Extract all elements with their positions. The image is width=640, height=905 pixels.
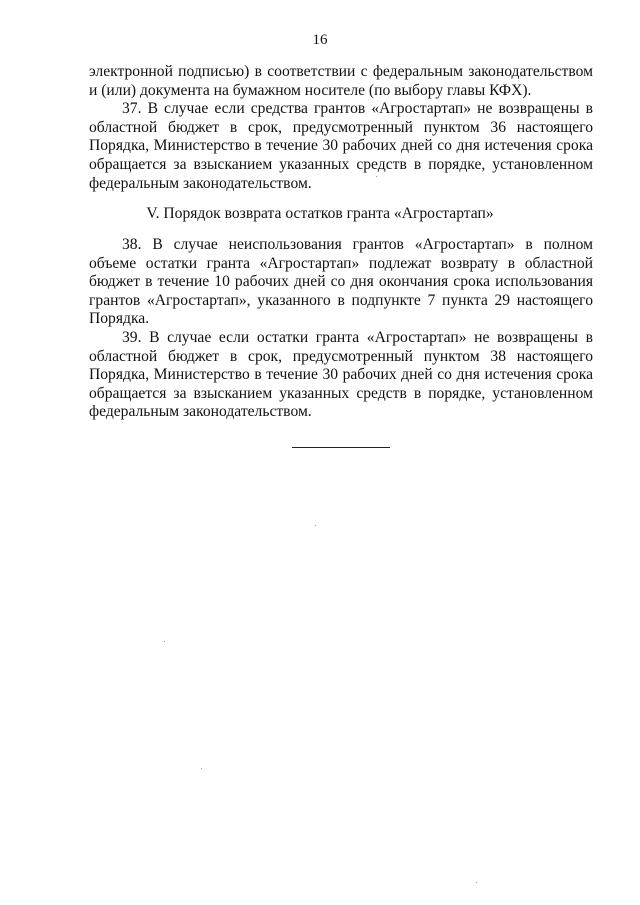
scan-speck	[376, 176, 377, 177]
continuation-paragraph: электронной подписью) в соответствии с федеральным законодательством и (или) документа на бумажном носителе (по выбору главы КФХ).	[89, 63, 593, 99]
text-block-section-v	[89, 236, 593, 422]
scan-speck	[164, 641, 165, 642]
scan-speck	[476, 882, 477, 883]
paragraph-38: 38. В случае неиспользования грантов «Агростартап» в полном объеме остатки гранта «Агростартап» подлежат возврату в областной бюджет в течение 10 рабочих дней со дня окончания срока использования грантов «Агростартап», указанного в подпункте 7 пункта 29 настоящего Порядка.	[89, 236, 593, 328]
text-block-top	[89, 63, 593, 193]
scan-speck	[315, 525, 316, 526]
scan-speck	[201, 768, 202, 769]
paragraph-37: 37. В случае если средства грантов «Агростартап» не возвращены в областной бюджет в срок, предусмотренный пунктом 36 настоящего Порядка, Министерство в течение 30 рабочих дней со дня истечения срока обращается за взысканием указанных средств в порядке, установленном федеральным законодательством.	[89, 100, 593, 192]
end-of-document-rule	[292, 447, 390, 448]
paragraph-39: 39. В случае если остатки гранта «Агростартап» не возвращены в областной бюджет в срок, предусмотренный пунктом 38 настоящего Порядка, Министерство в течение 30 рабочих дней со дня истечения срока обращается за взысканием указанных средств в порядке, установленном федеральным законодательством.	[89, 328, 593, 421]
section-heading: V. Порядок возврата остатков гранта «Агростартап»	[146, 205, 494, 222]
page-number: 16	[312, 32, 328, 48]
